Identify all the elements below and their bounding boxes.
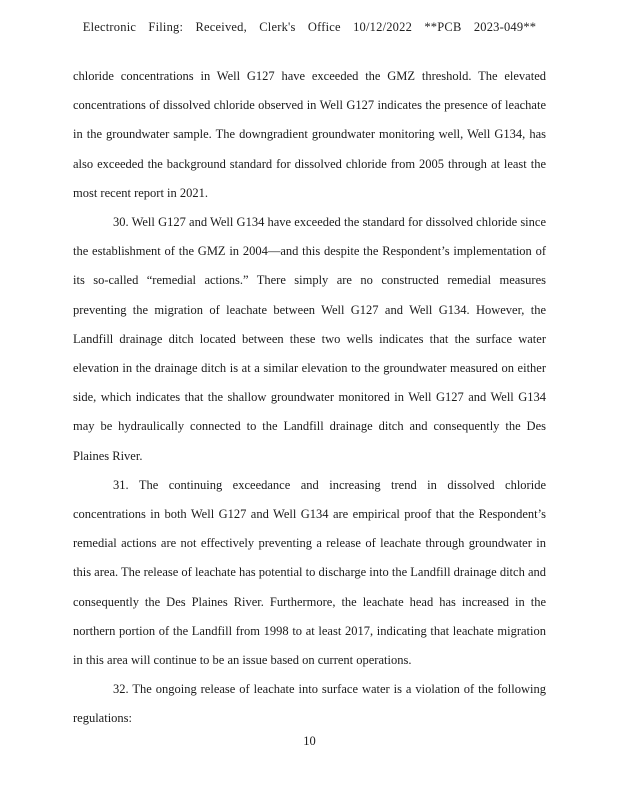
filing-header: Electronic Filing: Received, Clerk's Office 10/12/2022 **PCB 2023-049** (82, 20, 537, 34)
paragraph-32: 32. The ongoing release of leachate into surface water is a violation of the following regulations: (73, 682, 546, 726)
document-body (73, 62, 546, 734)
paragraph-continuation: chloride concentrations in Well G127 have exceeded the GMZ threshold. The elevated concentrations of dissolved chloride observed in Well G127 indicates the presence of leachate in the groundwater sample. The downgradient groundwater monitoring well, Well G134, has also exceeded the background standard for dissolved chloride from 2005 through at least the most recent report in 2021. (73, 69, 546, 200)
paragraph-30: 30. Well G127 and Well G134 have exceeded the standard for dissolved chloride since the establishment of the GMZ in 2004—and this despite the Respondent’s implementation of its so-called “remedial actions.” There simply are no constructed remedial measures preventing the migration of leachate between Well G127 and Well G134. However, the Landfill drainage ditch located between these two wells indicates that the surface water elevation in the drainage ditch is at a similar elevation to the groundwater measured on either side, which indicates that the shallow groundwater monitored in Well G127 and Well G134 may be hydraulically connected to the Landfill drainage ditch and consequently the Des Plaines River. (73, 215, 546, 463)
paragraph-31: 31. The continuing exceedance and increasing trend in dissolved chloride concentrations in both Well G127 and Well G134 are empirical proof that the Respondent’s remedial actions are not effectively preventing a release of leachate through groundwater in this area. The release of leachate has potential to discharge into the Landfill drainage ditch and consequently the Des Plaines River. Furthermore, the leachate head has increased in the northern portion of the Landfill from 1998 to at least 2017, indicating that leachate migration in this area will continue to be an issue based on current operations. (73, 477, 546, 668)
page-number: 10 (303, 734, 316, 748)
